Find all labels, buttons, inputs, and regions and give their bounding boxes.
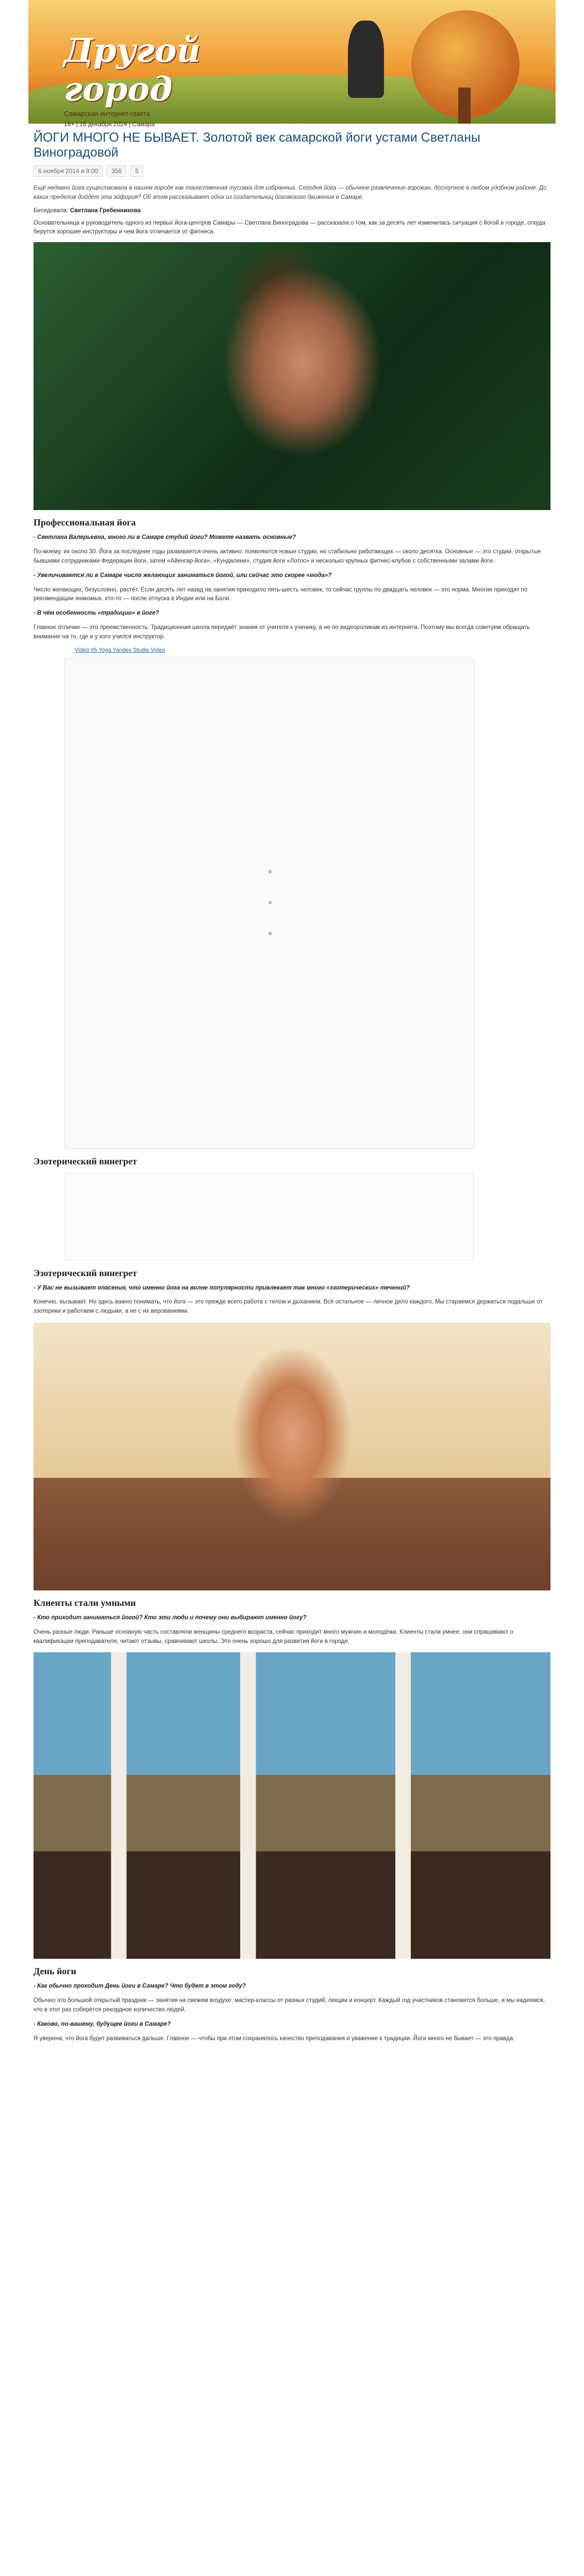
- final-question: - Каково, по-вашему, будущее йоги в Самаре?: [34, 2020, 550, 2029]
- section-prof-yoga: Профессиональная йога: [34, 517, 136, 528]
- yoga-class-photo: [34, 1652, 550, 1959]
- post-lead: Ещё недавно йога существовала в нашем городе как таинственная тусовка для избранных. Сегодня йога — обычное развлечение горожан, доступное в любом удобном районе. До каких пределов дойдёт эта эйфория? Об этом рассказывает одна из создательниц йоговского движения в Самаре.: [34, 185, 547, 200]
- yoga-day-question: - Как обычно проходит День йоги в Самаре? Что будет в этом году?: [34, 1982, 550, 1991]
- section-yoga-day: День йоги: [34, 1966, 76, 1977]
- article: [34, 126, 550, 2049]
- final-answer: Я уверена, что йога будет развиваться дальше. Главное — чтобы при этом сохранялось качество преподавания и уважение к традиции. Йоги много не бывает — это правда.: [34, 2035, 515, 2042]
- post-intro: Основательница и руководитель одного из первых йога-центров Самары — Светлана Виноградова — рассказала о том, как за десять лет изменилась ситуация с йогой в городе, откуда берутся хорошие инструкторы и чем йога отличается от фитнеса.: [34, 219, 546, 235]
- qa-answer-3: Главное отличие — это преемственность. Традиционная школа передаёт знания от учителя к ученику, а не по видеороликам из интернета. Поэтому мы всегда советуем обращать внимание на то, где и у кого учился инструктор.: [34, 624, 530, 640]
- video-placeholder-dot: [269, 901, 272, 904]
- site-header: [28, 0, 556, 128]
- embed-slot: [64, 1172, 474, 1261]
- section-esoteric-1: Эзотерический винегрет: [34, 1156, 137, 1166]
- post-title[interactable]: ЙОГИ МНОГО НЕ БЫВАЕТ. Золотой век самарской йоги устами Светланы Виноградовой: [34, 130, 480, 160]
- clients-question: - Кто приходит заниматься йогой? Кто эти люди и почему они выбирают именно йогу?: [34, 1614, 550, 1623]
- video-embed[interactable]: [64, 658, 474, 1149]
- brand-meta: 18+ | 16 декабря 2024 | Самара: [64, 121, 155, 128]
- author-name: Светлана Гребенникова: [70, 207, 141, 214]
- qa-question-3: - В чём особенность «традиции» в йоге?: [34, 609, 550, 618]
- yoga-meditation-photo: [34, 1323, 550, 1590]
- esoteric-question: - У Вас не вызывает опасения, что именно йога на волне популярности привлекает так много «эзотерических» течений?: [34, 1284, 550, 1293]
- header-tree-trunk: [458, 88, 471, 124]
- brand-title[interactable]: Другой город: [64, 31, 201, 109]
- qa-answer-1: По-моему, их около 30. Йога за последние годы развивается очень активно, появляются новые студии, но стабильно работающих — около десятка. Основные — это студии, открытые бывшими сотрудниками Федерации йоги, затем «Айенгар-йога», «Кундалини», студия йоги «Лотос» и несколько крупных фитнес-клубов с собственными залами йоги.: [34, 549, 541, 564]
- post-date: 6 ноября 2014 в 9:00: [34, 165, 103, 177]
- author-line: [34, 208, 550, 214]
- clients-answer: Очень разные люди. Раньше основную часть составляли женщины среднего возраста, сейчас приходит много мужчин и молодёжи. Клиенты стали умнее: они спрашивают о квалификации преподавателя, читают отзывы, сравнивают школы. Это очень хорошо для развития йоги в городе.: [34, 1629, 513, 1645]
- post-views: 356: [107, 165, 126, 177]
- qa-answer-2: Число желающих, безусловно, растёт. Если десять лет назад на занятия приходило пять-шесть человек, то сейчас группы по двадцать человек — это норма. Многие приходят по рекомендации знакомых, кто-то — после отпуска в Индии или на Бали.: [34, 586, 528, 602]
- video-placeholder-dot: [269, 870, 272, 873]
- qa-question-1: - Светлана Валерьевна, много ли в Самаре студий йоги? Можете назвать основные?: [34, 533, 550, 543]
- video-caption-link[interactable]: Video #5 Yoga Yandex Studio Video: [75, 647, 165, 653]
- yoga-day-answer: Обычно это большой открытый праздник — занятия на свежем воздухе, мастер-классы от разных студий, лекции и концерт. Каждый год участников становится больше, и мы надеемся, что в этот раз соберётся рекордное количество людей.: [34, 1997, 545, 2013]
- qa-question-2: - Увеличивается ли в Самаре число желающих заниматься йогой, или сейчас это скорее «мода»?: [34, 571, 550, 581]
- post-comments-count[interactable]: 5: [130, 165, 143, 177]
- author-label: Беседовала:: [34, 207, 69, 214]
- portrait-photo: [34, 242, 550, 510]
- post-meta: [34, 165, 550, 177]
- brand-subtitle: Самарская интернет-газета: [64, 110, 150, 117]
- header-cat-illustration: [348, 21, 384, 98]
- brand-box[interactable]: [57, 28, 257, 131]
- video-placeholder-dot: [269, 932, 272, 935]
- section-clients: Клиенты стали умными: [34, 1598, 136, 1608]
- esoteric-answer: Конечно, вызывает. Но здесь важно понимать, что йога — это прежде всего работа с телом и дыханием. Всё остальное — личное дело каждого. Мы стараемся держаться подальше от эзотерики и работаем с людьми, а не с их верованиями.: [34, 1299, 543, 1315]
- section-esoteric-2: Эзотерический винегрет: [34, 1267, 137, 1278]
